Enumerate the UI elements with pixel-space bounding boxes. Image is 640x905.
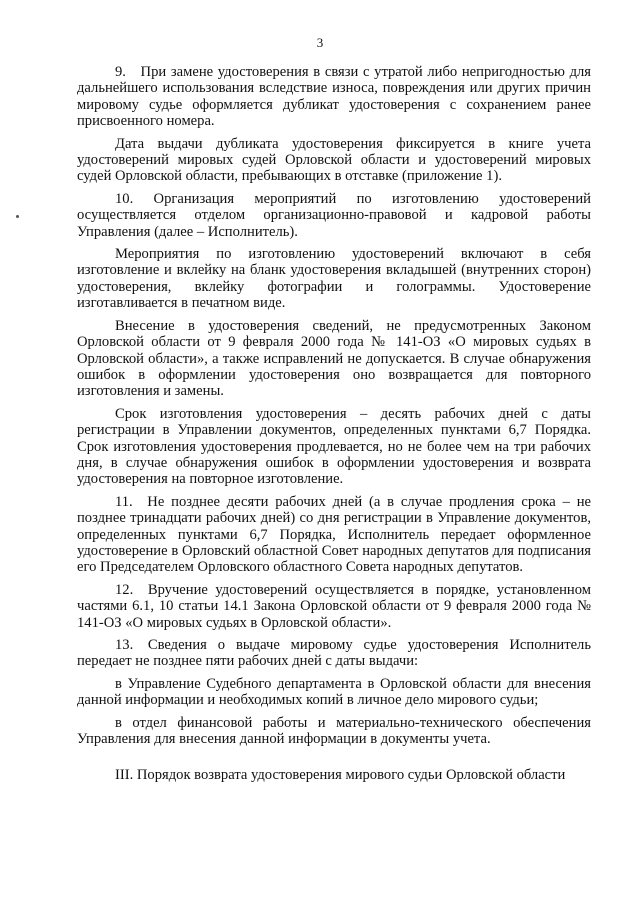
paragraph-judicial-department: в Управление Судебного департамента в Орловской области для внесения данной информации и необходимых копий в личное дело мирового судьи; <box>77 675 591 709</box>
paragraph-duplicate-date: Дата выдачи дубликата удостоверения фиксируется в книге учета удостоверений мировых судей Орловской области и удостоверений мировых судей Орловской области, пребывающих в отставке (приложение 1). <box>77 135 591 185</box>
paragraph-10: 10. Организация мероприятий по изготовлению удостоверений осуществляется отделом организационно-правовой и кадровой работы Управления (далее – Исполнитель). <box>77 190 591 240</box>
paragraph-12: 12. Вручение удостоверений осуществляется в порядке, установленном частями 6.1, 10 статьи 14.1 Закона Орловской области от 9 февраля 2000 года № 141-ОЗ «О мировых судьях в Орловской области». <box>77 581 591 631</box>
paragraph-11: 11. Не позднее десяти рабочих дней (а в случае продления срока – не позднее тринадцати рабочих дней) со дня регистрации в Управление документов, определенных пунктами 6,7 Порядка, Исполнитель передает оформленное удостоверение в Орловский областной Совет народных депутатов для подписания его Председателем Орловского областного Совета народных депутатов. <box>77 493 591 576</box>
margin-mark <box>16 215 19 218</box>
paragraph-production-term: Срок изготовления удостоверения – десять рабочих дней с даты регистрации в Управлении документов, определенных пунктами 6,7 Порядка. Срок изготовления удостоверения продлевается, но не более чем на три рабочих дня, в случае обнаружения ошибок в оформлении удостоверения и возврата удостоверения на повторное изготовление. <box>77 405 591 488</box>
page-number: 3 <box>316 35 324 50</box>
paragraph-13: 13. Сведения о выдаче мировому судье удостоверения Исполнитель передает не позднее пяти рабочих дней с даты выдачи: <box>77 637 591 670</box>
paragraph-9: 9. При замене удостоверения в связи с утратой либо непригодностью для дальнейшего использования вследствие износа, повреждения или других причин мировому судье оформляется дубликат удостоверения с сохранением ранее присвоенного номера. <box>77 64 591 130</box>
section-heading: III. Порядок возврата удостоверения мирового судьи Орловской области <box>115 767 566 784</box>
paragraph-finance-department: в отдел финансовой работы и материально-технического обеспечения Управления для внесения данной информации в документы учета. <box>77 714 591 748</box>
paragraph-production-activities: Мероприятия по изготовлению удостоверений включают в себя изготовление и вклейку на бланк удостоверения вкладышей (внутренних сторон) удостоверения, вклейку фотографии и голограммы. Удостоверение изготавливается в печатном виде. <box>77 246 591 312</box>
paragraph-no-corrections: Внесение в удостоверения сведений, не предусмотренных Законом Орловской области от 9 февраля 2000 года № 141-ОЗ «О мировых судьях в Орловской области», а также исправлений не допускается. В случае обнаружения ошибок в оформлении удостоверения оно возвращается для повторного изготовления и замены. <box>77 317 591 400</box>
document-body <box>77 64 591 790</box>
